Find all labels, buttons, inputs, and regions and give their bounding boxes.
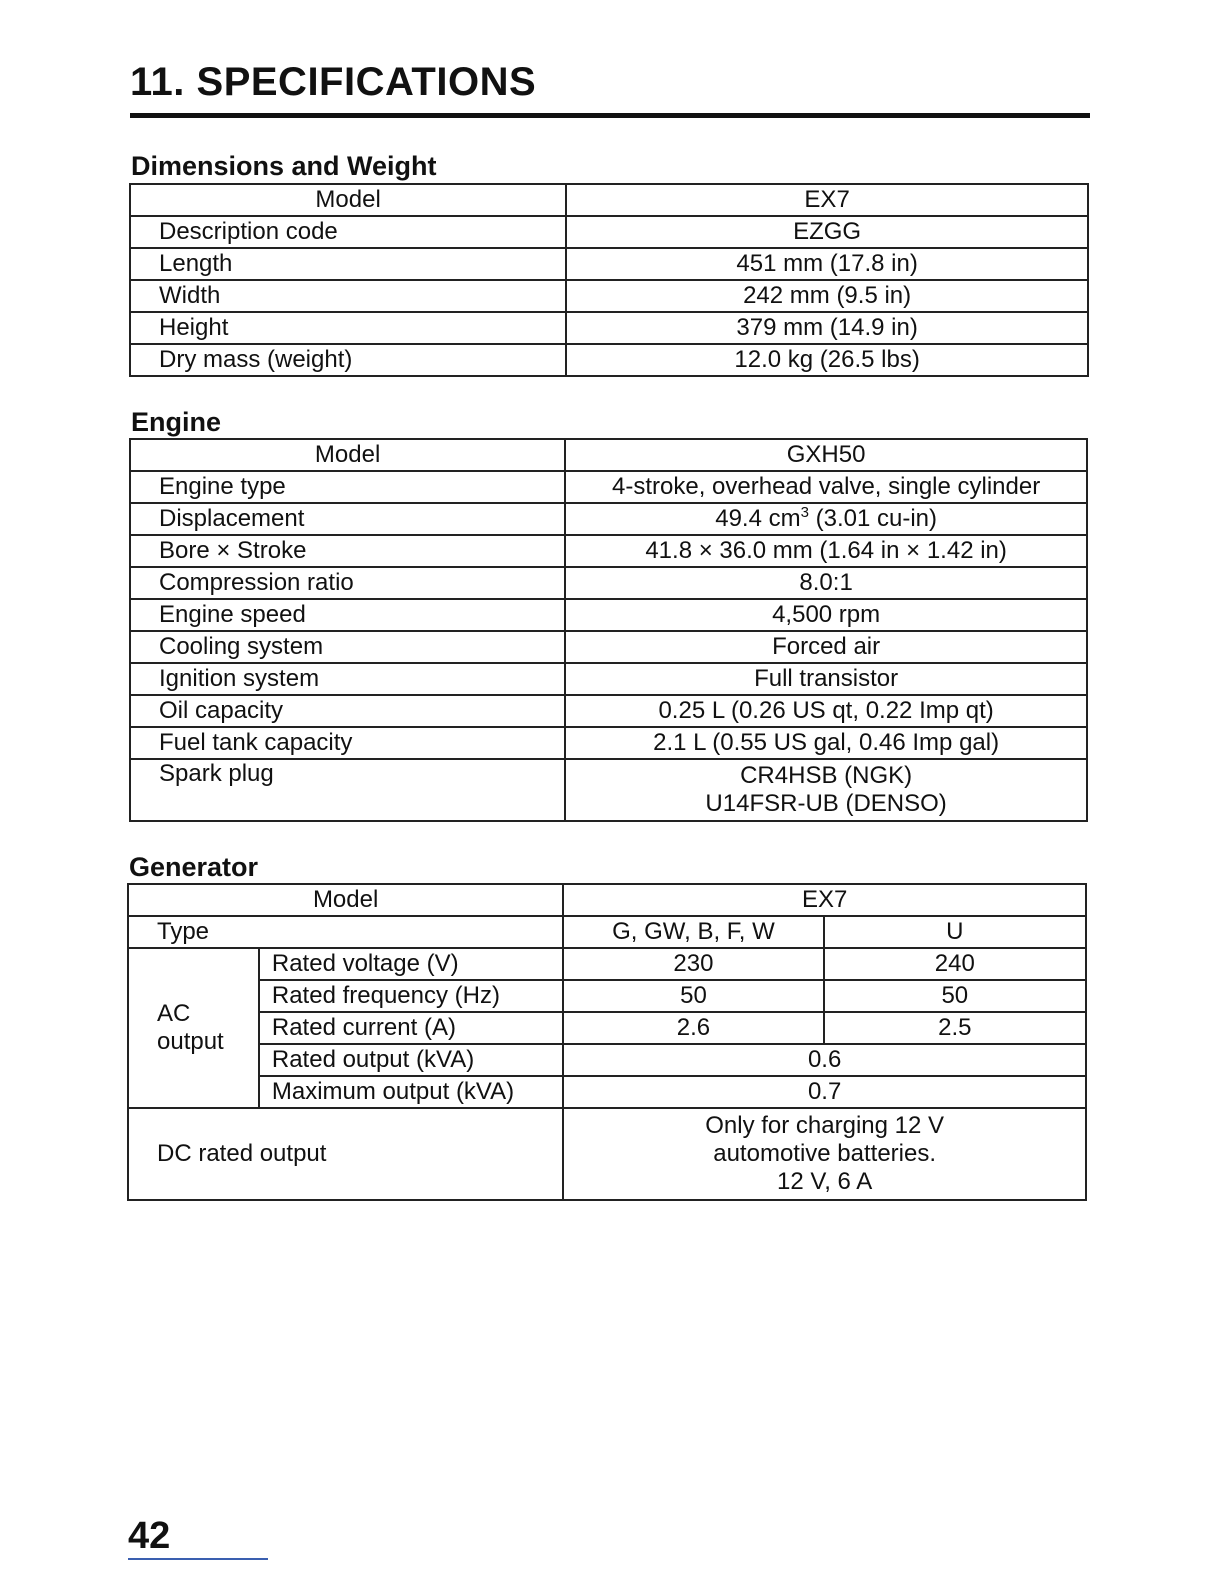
model-label: Model [128, 884, 563, 916]
table-row [128, 1044, 1086, 1076]
spec-label: Engine speed [130, 599, 565, 631]
spec-value: 12.0 kg (26.5 lbs) [566, 344, 1088, 376]
table-row [130, 503, 1087, 535]
model-label: Model [130, 184, 566, 216]
model-value: EX7 [563, 884, 1086, 916]
spec-value: 8.0:1 [565, 567, 1087, 599]
model-value: GXH50 [565, 439, 1087, 471]
spec-label: Compression ratio [130, 567, 565, 599]
table-row [130, 471, 1087, 503]
page-number-rule [128, 1558, 268, 1560]
displacement-suffix: (3.01 cu-in) [808, 505, 937, 532]
spec-value: Full transistor [565, 663, 1087, 695]
spec-label: Cooling system [130, 631, 565, 663]
spec-label: Ignition system [130, 663, 565, 695]
table-row [130, 344, 1088, 376]
spec-value: 0.25 L (0.26 US qt, 0.22 Imp qt) [565, 695, 1087, 727]
table-row [130, 535, 1087, 567]
spec-value: 242 mm (9.5 in) [566, 280, 1088, 312]
spec-value: 2.1 L (0.55 US gal, 0.46 Imp gal) [565, 727, 1087, 759]
ac-label-line2: output [157, 1028, 224, 1055]
spec-value-b: 240 [824, 948, 1086, 980]
table-row [130, 248, 1088, 280]
spec-value: 4,500 rpm [565, 599, 1087, 631]
model-label: Model [130, 439, 565, 471]
table-row [128, 1012, 1086, 1044]
spec-label: Oil capacity [130, 695, 565, 727]
spec-value-b: 2.5 [824, 1012, 1086, 1044]
table-row [130, 631, 1087, 663]
dc-line-3: 12 V, 6 A [777, 1168, 873, 1195]
spec-value: 451 mm (17.8 in) [566, 248, 1088, 280]
engine-table [129, 438, 1088, 822]
page-number: 42 [128, 1515, 171, 1557]
table-row [130, 567, 1087, 599]
dc-output-value [563, 1108, 1086, 1200]
generator-heading: Generator [129, 852, 259, 882]
table-row [130, 216, 1088, 248]
spark-plug-ngk: CR4HSB (NGK) [740, 762, 913, 789]
spec-value: 0.7 [563, 1076, 1086, 1108]
spec-label: Maximum output (kVA) [259, 1076, 563, 1108]
spec-label: Length [130, 248, 566, 280]
table-row [130, 599, 1087, 631]
superscript: 3 [800, 504, 809, 521]
spec-value: Forced air [565, 631, 1087, 663]
spec-label: Height [130, 312, 566, 344]
table-row [130, 695, 1087, 727]
dc-line-2: automotive batteries. [713, 1140, 937, 1167]
spec-label: Bore × Stroke [130, 535, 565, 567]
spark-plug-denso: U14FSR-UB (DENSO) [705, 790, 947, 817]
spec-value-a: 2.6 [563, 1012, 823, 1044]
table-row [130, 280, 1088, 312]
model-value: EX7 [566, 184, 1088, 216]
spec-value-a: 50 [563, 980, 823, 1012]
dc-output-label: DC rated output [128, 1108, 563, 1200]
table-row [130, 727, 1087, 759]
table-row [128, 1076, 1086, 1108]
spec-value: 41.8 × 36.0 mm (1.64 in × 1.42 in) [565, 535, 1087, 567]
spec-label: Description code [130, 216, 566, 248]
spec-label: Engine type [130, 471, 565, 503]
spec-value: 0.6 [563, 1044, 1086, 1076]
title-divider [130, 113, 1090, 118]
spec-label: Fuel tank capacity [130, 727, 565, 759]
table-row [130, 759, 1087, 821]
table-row [130, 312, 1088, 344]
ac-output-label [128, 948, 259, 1108]
table-row [130, 439, 1087, 471]
table-row [130, 663, 1087, 695]
dimensions-heading: Dimensions and Weight [131, 151, 437, 181]
engine-heading: Engine [131, 407, 222, 437]
spec-value: 4-stroke, overhead valve, single cylinder [565, 471, 1087, 503]
spec-label: Spark plug [130, 759, 565, 821]
displacement-value: 49.4 cm [715, 505, 801, 532]
spec-value-b: 50 [824, 980, 1086, 1012]
table-row [128, 884, 1086, 916]
spec-value: EZGG [566, 216, 1088, 248]
spec-value: 379 mm (14.9 in) [566, 312, 1088, 344]
spec-label: Displacement [130, 503, 565, 535]
table-row [130, 184, 1088, 216]
spec-label: Width [130, 280, 566, 312]
page-title: 11. SPECIFICATIONS [130, 60, 537, 104]
spec-label: Dry mass (weight) [130, 344, 566, 376]
ac-label-line1: AC [157, 1000, 191, 1027]
spec-label: Rated current (A) [259, 1012, 563, 1044]
table-row [128, 980, 1086, 1012]
spec-value-a: 230 [563, 948, 823, 980]
type-value-a: G, GW, B, F, W [563, 916, 823, 948]
generator-table [127, 883, 1087, 1201]
spec-value [565, 759, 1087, 821]
table-row [128, 1108, 1086, 1200]
spec-label: Rated frequency (Hz) [259, 980, 563, 1012]
spec-value [565, 503, 1087, 535]
spec-label: Rated output (kVA) [259, 1044, 563, 1076]
table-row [128, 916, 1086, 948]
type-value-b: U [824, 916, 1086, 948]
type-label: Type [128, 916, 563, 948]
table-row [128, 948, 1086, 980]
dimensions-table [129, 183, 1089, 377]
spec-label: Rated voltage (V) [259, 948, 563, 980]
dc-line-1: Only for charging 12 V [705, 1112, 945, 1139]
